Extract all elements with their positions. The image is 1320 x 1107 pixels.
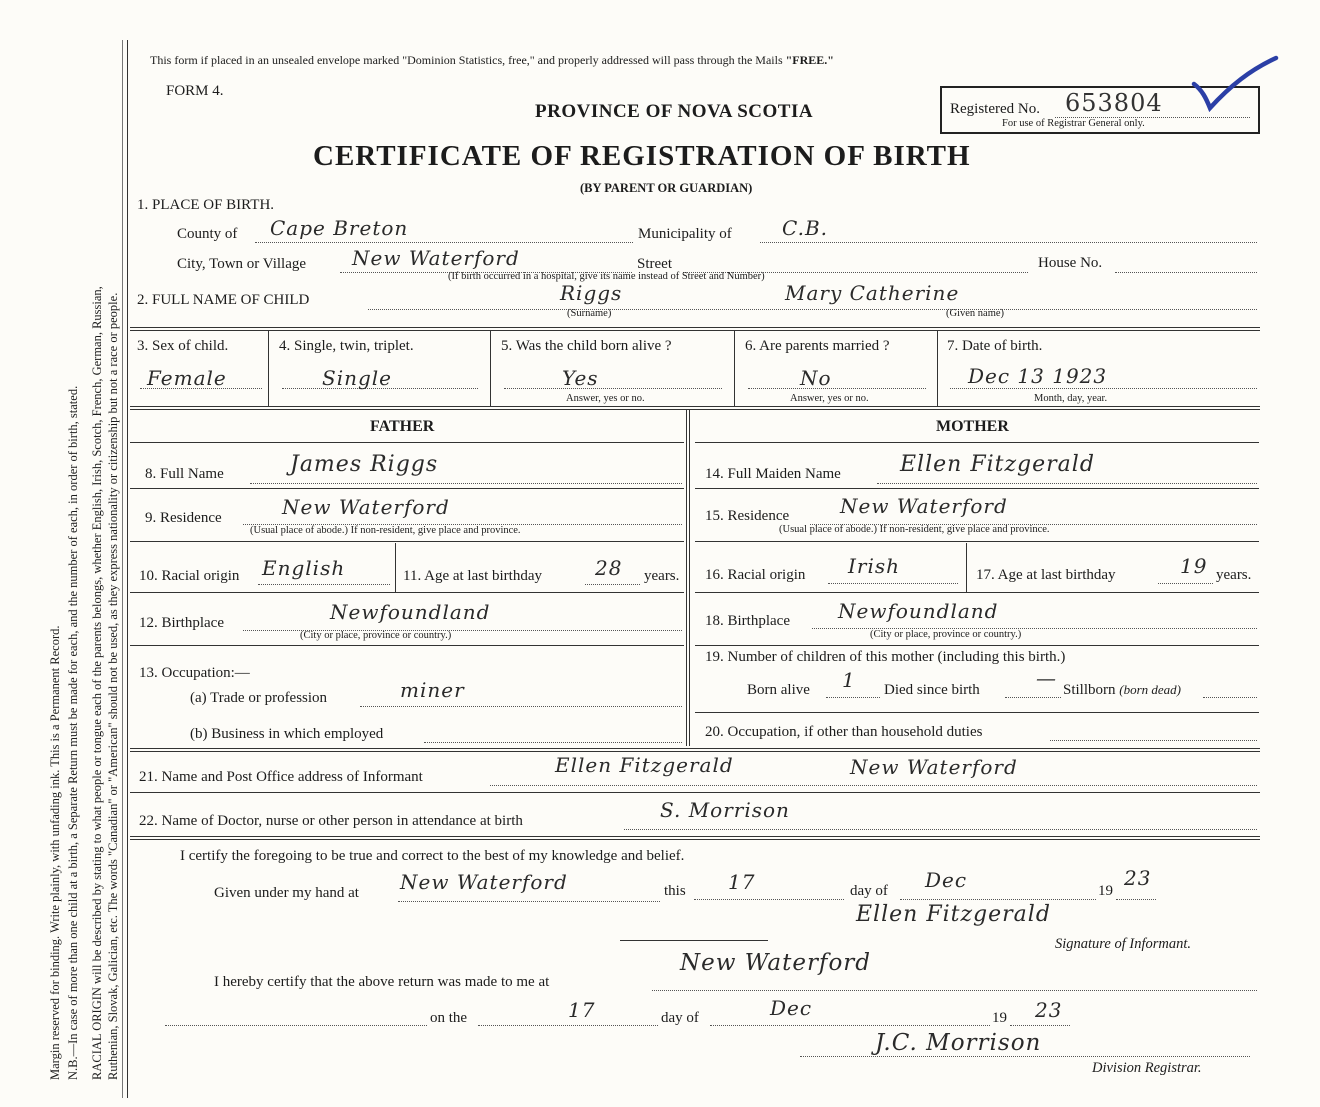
registrar-place-line xyxy=(652,990,1257,991)
father-name-label: 8. Full Name xyxy=(145,466,224,482)
died-line xyxy=(1005,697,1061,698)
father-age-value: 28 xyxy=(595,556,623,580)
mother-heading: MOTHER xyxy=(936,418,1009,435)
binding-rule-2 xyxy=(127,40,128,1098)
registrar-year-prefix: 19 xyxy=(992,1010,1007,1026)
mother-racial-divider xyxy=(966,543,967,592)
doctor-value: S. Morrison xyxy=(660,798,790,822)
mother-rule-3 xyxy=(695,592,1259,593)
father-racial-value: English xyxy=(262,556,346,580)
county-value: Cape Breton xyxy=(270,216,409,240)
father-heading: FATHER xyxy=(370,418,435,435)
trade-line xyxy=(360,706,682,707)
stillborn-line xyxy=(1203,697,1257,698)
mother-heading-rule xyxy=(695,442,1259,443)
child-given-name: Mary Catherine xyxy=(785,281,960,305)
mother-name-line xyxy=(877,483,1257,484)
place-of-birth-label: 1. PLACE OF BIRTH. xyxy=(137,197,275,213)
registrar-signature-line xyxy=(800,1056,1250,1057)
father-name-value: James Riggs xyxy=(290,452,439,477)
municipality-line xyxy=(760,242,1257,243)
dob-line xyxy=(950,388,1257,389)
margin-note-binding: Margin reserved for binding. Write plainly, with unfading ink. This is a Permanent Record. xyxy=(48,625,62,1080)
mother-occupation-line xyxy=(1050,740,1257,741)
informant-signature: Ellen Fitzgerald xyxy=(856,902,1051,927)
child-name-line xyxy=(368,309,1257,310)
father-birthplace-label: 12. Birthplace xyxy=(139,615,224,631)
province-heading: PROVINCE OF NOVA SCOTIA xyxy=(535,101,814,122)
registrar-day-of-label: day of xyxy=(661,1010,699,1026)
rule-row3-bottom xyxy=(130,406,1260,410)
sex-label: 3. Sex of child. xyxy=(137,338,229,354)
mother-birthplace-caption: (City or place, province or country.) xyxy=(870,629,1022,640)
margin-note-multiple-births: N.B.—In case of more than one child at a birth, a Separate Return must be made for each, and the number of each, in order of birth, stated. xyxy=(66,385,80,1080)
certify-month-line xyxy=(900,899,1096,900)
father-heading-rule xyxy=(130,442,684,443)
mother-rule-4 xyxy=(695,645,1259,646)
business-line xyxy=(424,742,682,743)
mother-age-value: 19 xyxy=(1180,554,1208,578)
father-racial-label: 10. Racial origin xyxy=(139,568,240,584)
doctor-label: 22. Name of Doctor, nurse or other person in attendance at birth xyxy=(139,813,523,829)
occupation-label: 13. Occupation:— xyxy=(139,665,250,681)
registered-label: Registered No. xyxy=(950,101,1040,117)
registrar-signature: J.C. Morrison xyxy=(875,1030,1042,1056)
child-surname: Riggs xyxy=(560,281,623,305)
divider-4-5 xyxy=(490,330,491,406)
mother-name-label: 14. Full Maiden Name xyxy=(705,466,841,482)
mother-residence-label: 15. Residence xyxy=(705,508,790,524)
certificate-title: CERTIFICATE OF REGISTRATION OF BIRTH xyxy=(313,140,971,172)
father-rule-4 xyxy=(130,645,684,646)
father-residence-caption: (Usual place of abode.) If non-resident, give place and province. xyxy=(250,525,521,536)
divider-6-7 xyxy=(937,330,938,406)
certify-statement: I certify the foregoing to be true and correct to the best of my knowledge and belief. xyxy=(180,848,685,864)
street-label: Street xyxy=(637,256,672,272)
alive-caption: Answer, yes or no. xyxy=(566,393,645,404)
given-name-caption: (Given name) xyxy=(946,308,1005,319)
check-mark-icon xyxy=(1190,52,1282,122)
born-alive-count-label: Born alive xyxy=(747,682,810,698)
divider-5-6 xyxy=(734,330,735,406)
father-age-unit: years. xyxy=(644,568,680,584)
father-rule-2 xyxy=(130,541,684,542)
this-day-line xyxy=(694,899,844,900)
mother-birthplace-label: 18. Birthplace xyxy=(705,613,790,629)
divider-3-4 xyxy=(268,330,269,406)
born-alive-value: Yes xyxy=(562,366,599,390)
rule-informant-bottom xyxy=(130,792,1260,793)
father-racial-divider xyxy=(395,543,396,592)
certify-month-value: Dec xyxy=(925,868,968,892)
house-line xyxy=(1115,272,1257,273)
registrar-month-value: Dec xyxy=(770,996,813,1020)
on-the-label: on the xyxy=(430,1010,468,1026)
certify-year-prefix: 19 xyxy=(1098,883,1113,899)
child-name-label: 2. FULL NAME OF CHILD xyxy=(137,292,310,308)
mother-name-value: Ellen Fitzgerald xyxy=(900,452,1095,477)
division-registrar-caption: Division Registrar. xyxy=(1092,1060,1202,1076)
parents-married-label: 6. Are parents married ? xyxy=(745,338,890,354)
father-racial-line xyxy=(258,584,390,585)
this-day-value: 17 xyxy=(728,870,756,894)
informant-name-value: Ellen Fitzgerald xyxy=(555,753,734,777)
registrar-year-line xyxy=(1010,1025,1070,1026)
city-label: City, Town or Village xyxy=(177,256,307,272)
born-alive-label: 5. Was the child born alive ? xyxy=(501,338,672,354)
mother-racial-line xyxy=(828,583,958,584)
given-under-label: Given under my hand at xyxy=(214,885,359,901)
single-twin-label: 4. Single, twin, triplet. xyxy=(279,338,414,354)
mother-racial-value: Irish xyxy=(848,554,901,578)
married-line xyxy=(748,388,926,389)
father-rule-1 xyxy=(130,488,684,489)
registrar-place-value: New Waterford xyxy=(680,950,872,976)
business-label: (b) Business in which employed xyxy=(190,726,384,742)
certify-year-suffix: 23 xyxy=(1124,866,1152,890)
binding-rule xyxy=(122,40,123,1098)
municipality-label: Municipality of xyxy=(638,226,732,242)
sex-value: Female xyxy=(147,366,227,390)
father-birthplace-value: Newfoundland xyxy=(330,600,491,624)
father-age-label: 11. Age at last birthday xyxy=(403,568,542,584)
hospital-note: (If birth occurred in a hospital, give its name instead of Street and Number) xyxy=(448,271,765,282)
given-place-value: New Waterford xyxy=(400,870,568,894)
margin-note-racial-origin: RACIAL ORIGIN will be described by stating to what people or tongue each of the parents belongs, whether English, Irish, Scotch, French, German, Russian, xyxy=(90,286,104,1080)
given-place-line xyxy=(398,901,660,902)
rule-informant-top xyxy=(130,748,1260,752)
mother-rule-1 xyxy=(695,488,1259,489)
mother-residence-caption: (Usual place of abode.) If non-resident, give place and province. xyxy=(779,524,1050,535)
rule-row3-top xyxy=(130,327,1260,331)
single-twin-value: Single xyxy=(322,366,393,390)
surname-caption: (Surname) xyxy=(567,308,612,319)
margin-note-racial-origin-cont: Ruthenian, Slovak, Galician, etc. The words "Canadian" or "American" should not be used, as they express nationality or citizenship but not a race or people. xyxy=(106,292,120,1080)
this-label: this xyxy=(664,883,686,899)
dob-caption: Month, day, year. xyxy=(1034,393,1108,404)
certify-year-line xyxy=(1116,899,1156,900)
born-alive-line xyxy=(826,697,880,698)
father-residence-label: 9. Residence xyxy=(145,510,222,526)
registrar-lead-line xyxy=(165,1025,427,1026)
registrar-month-line xyxy=(710,1025,990,1026)
certify-day-of-label: day of xyxy=(850,883,888,899)
mail-notice: This form if placed in an unsealed envelope marked "Dominion Statistics, free," and properly addressed will pass through the Mails "FREE." xyxy=(150,53,834,67)
date-of-birth-label: 7. Date of birth. xyxy=(947,338,1043,354)
certificate-subtitle: (BY PARENT OR GUARDIAN) xyxy=(580,181,753,195)
form-number: FORM 4. xyxy=(166,83,224,99)
informant-line xyxy=(490,785,1257,786)
father-birthplace-caption: (City or place, province or country.) xyxy=(300,630,452,641)
father-name-line xyxy=(250,483,682,484)
born-alive-count-value: 1 xyxy=(842,668,856,692)
county-line xyxy=(255,242,633,243)
mother-rule-2 xyxy=(695,541,1259,542)
mother-birthplace-value: Newfoundland xyxy=(838,599,999,623)
father-mother-divider xyxy=(686,410,690,746)
mother-residence-value: New Waterford xyxy=(840,494,1008,518)
house-no-label: House No. xyxy=(1038,255,1103,271)
date-of-birth-value: Dec 13 1923 xyxy=(968,364,1108,388)
rule-certify-top xyxy=(130,836,1260,840)
stillborn-label: Stillborn (born dead) xyxy=(1063,682,1182,698)
mother-rule-5 xyxy=(695,712,1259,713)
registered-number: 653804 xyxy=(1065,89,1163,117)
trade-value: miner xyxy=(400,678,465,702)
registrar-statement: I hereby certify that the above return was made to me at xyxy=(214,974,550,990)
married-caption: Answer, yes or no. xyxy=(790,393,869,404)
died-since-birth-value: — xyxy=(1036,666,1057,690)
died-since-birth-label: Died since birth xyxy=(884,682,980,698)
registrar-general-note: For use of Registrar General only. xyxy=(1002,118,1145,129)
parents-married-value: No xyxy=(800,366,832,390)
signature-caption: Signature of Informant. xyxy=(1055,936,1192,952)
registrar-year-suffix: 23 xyxy=(1035,998,1063,1022)
registrar-day-value: 17 xyxy=(568,998,596,1022)
mother-occupation-label: 20. Occupation, if other than household duties xyxy=(705,724,983,740)
doctor-line xyxy=(624,829,1257,830)
mother-age-line xyxy=(1158,583,1213,584)
mother-age-label: 17. Age at last birthday xyxy=(976,567,1116,583)
registrar-day-line xyxy=(478,1025,658,1026)
father-rule-3 xyxy=(130,592,684,593)
mother-racial-label: 16. Racial origin xyxy=(705,567,806,583)
father-residence-value: New Waterford xyxy=(282,495,450,519)
children-count-label: 19. Number of children of this mother (including this birth.) xyxy=(705,649,1066,665)
city-value: New Waterford xyxy=(352,246,520,270)
informant-signature-line xyxy=(620,940,768,941)
municipality-value: C.B. xyxy=(782,216,829,240)
county-label: County of xyxy=(177,226,238,242)
alive-line xyxy=(504,388,722,389)
informant-label: 21. Name and Post Office address of Informant xyxy=(139,769,423,785)
mother-age-unit: years. xyxy=(1216,567,1252,583)
trade-label: (a) Trade or profession xyxy=(190,690,328,706)
father-age-line xyxy=(585,584,640,585)
informant-address-value: New Waterford xyxy=(850,755,1018,779)
